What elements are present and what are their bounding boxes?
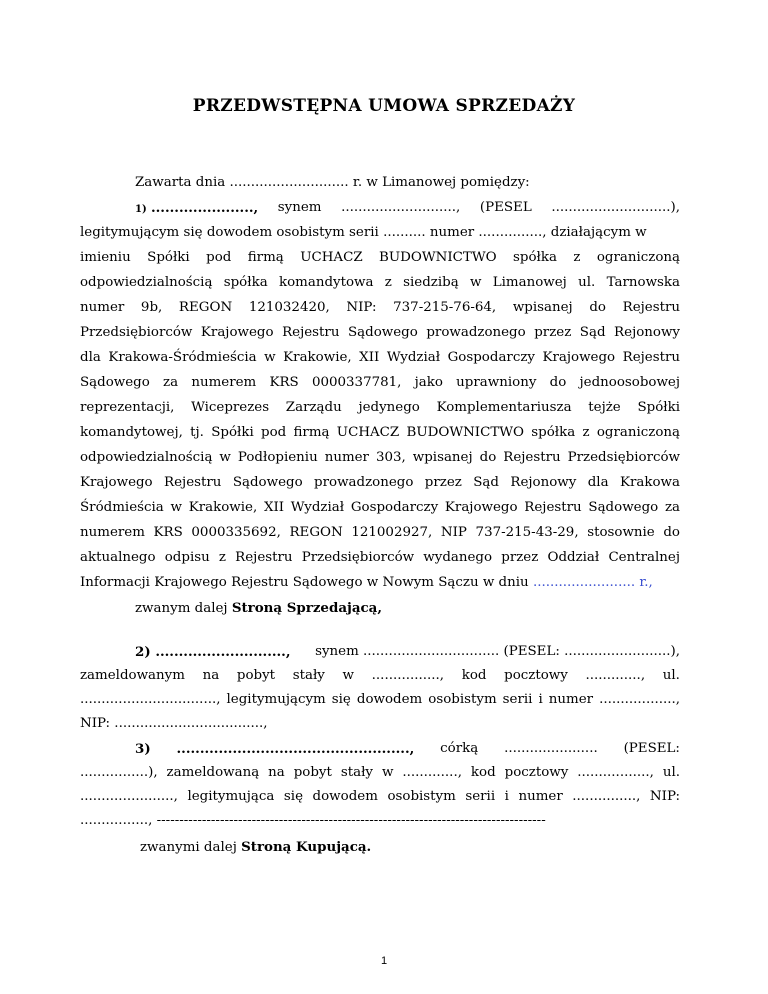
register-date-placeholder: ........................ r., [532,575,653,590]
party1-word: synem [277,200,322,215]
document-title: PRZEDWSTĘPNA UMOWA SPRZEDAŻY [192,96,576,116]
party1-line: Sądowego za numerem KRS 0000337781, jako uprawniony do jednoosobowej [80,375,680,390]
party2-nip-line: NIP: ..................................., [80,716,268,731]
buyer-role: Stroną Kupującą. [241,839,372,855]
party1-line: odpowiedzialnością spółka komandytowa z siedzibą w Limanowej ul. Tarnowska [80,275,680,290]
party2-address-line: zameldowanym na pobyt stały w ................, kod pocztowy ............., ul. [80,668,680,683]
party1-series: ..........................., [341,200,461,215]
party1-line: Śródmieścia w Krakowie, XII Wydział Gospodarczy Krajowego Rejestru Sądowego za [80,500,680,515]
party1-line: reprezentacji, Wiceprezes Zarządu jedynego Komplementariusza tejże Spółki [80,400,680,415]
party1-register-date-line: Informacji Krajowego Rejestru Sądowego w Nowym Sączu w dniu ........................ r., [80,575,653,590]
party1-name: ......................, [150,200,259,216]
party2-first-line [135,643,680,661]
page-number: 1 [380,955,388,967]
party1-line: legitymującym się dowodem osobistym serii .......... numer ..............., działającym w [80,225,647,240]
party3-address-line: ................), zameldowaną na pobyt stały w ............., kod pocztowy ................., ul. [80,765,680,780]
party3-id-line: ......................, legitymująca się dowodem osobistym serii i numer ..............., NIP: [80,789,680,804]
party1-first-line [135,199,680,219]
party2-id-line: ................................, legitymującym się dowodem osobistym serii i numer .................., [80,692,680,707]
party1-line: numerem KRS 0000335692, REGON 121002927, NIP 737-215-43-29, stosownie do [80,525,680,540]
party1-line: Przedsiębiorców Krajowego Rejestru Sądowego prowadzonego przez Sąd Rejonowy [80,325,680,340]
party1-line: numer 9b, REGON 121032420, NIP: 737-215-76-64, wpisanej do Rejestru [80,300,680,315]
seller-role: Stroną Sprzedającą, [231,600,383,616]
party1-line: odpowiedzialnością w Podłopieniu numer 303, wpisanej do Rejestru Przedsiębiorców [80,450,680,465]
seller-designation: zwanym dalej Stroną Sprzedającą, [135,600,383,616]
party1-line: dla Krakowa-Śródmieścia w Krakowie, XII Wydział Gospodarczy Krajowego Rejestru [80,350,680,365]
party1-number: 1) [135,204,147,215]
party1-line: imieniu Spółki pod firmą UCHACZ BUDOWNICTWO spółka z ograniczoną [80,250,680,265]
intro-line: Zawarta dnia ............................ r. w Limanowej pomiędzy: [135,175,530,190]
party2-son-pesel: synem ................................ (PESEL: .........................), [315,644,680,659]
party1-line: Krajowego Rejestru Sądowego prowadzonego przez Sąd Rejonowy dla Krakowa [80,475,680,490]
party1-line: aktualnego odpisu z Rejestru Przedsiębiorców wydanego przez Oddział Centralnej [80,550,680,565]
buyer-designation: zwanymi dalej Stroną Kupującą. [140,839,372,855]
party2-number-name: 2) ............................, [135,644,291,660]
party1-pesel-value: ............................), [551,200,680,215]
party3-first-line: 3) .................................................., córką ...................... (PESEL: [135,741,680,757]
party1-pesel-label: (PESEL [479,200,532,215]
party3-nip-line: ................, -------------------------------------------------------------------------------------- [80,813,546,828]
party1-line: komandytowej, tj. Spółki pod firmą UCHACZ BUDOWNICTWO spółka z ograniczoną [80,425,680,440]
